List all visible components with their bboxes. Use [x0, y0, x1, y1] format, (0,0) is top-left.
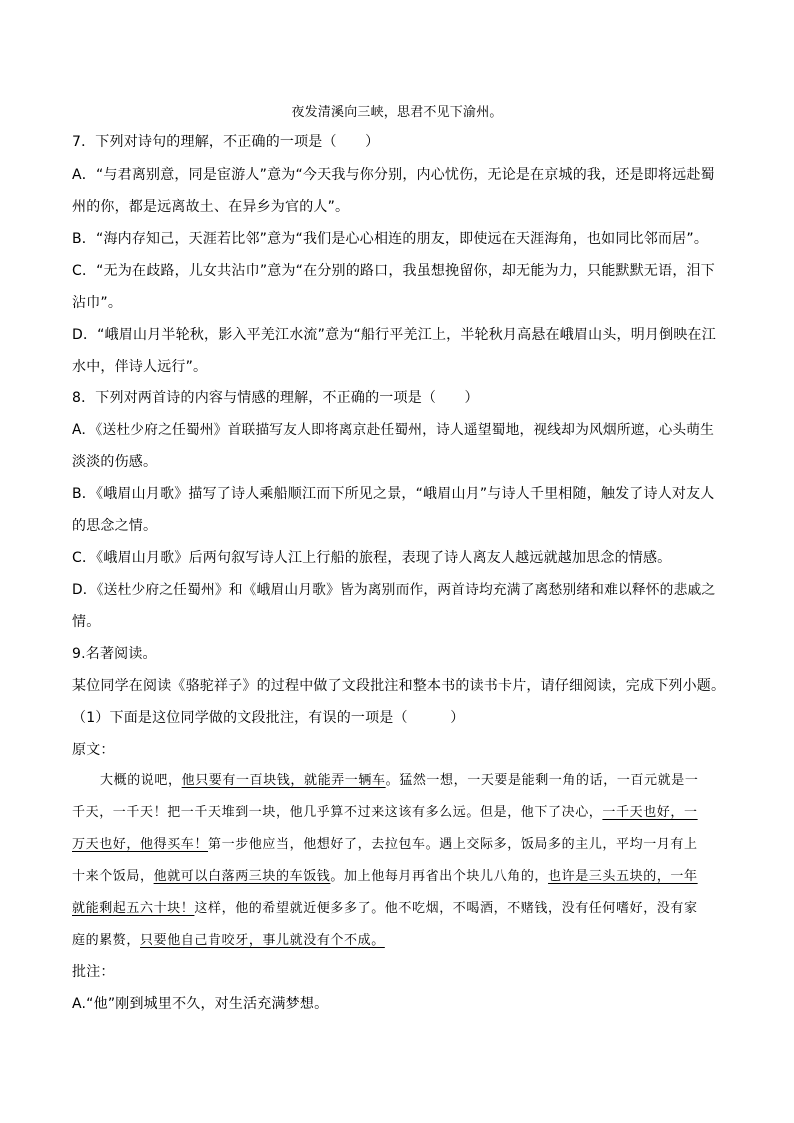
question-7-option-c-cont: 沾巾”。 [72, 295, 123, 311]
passage-underlined: 一千天也好，一 [602, 805, 698, 820]
question-9-title: 9.名著阅读。 [72, 646, 157, 662]
passage-text: 庭的累赘， [72, 933, 141, 948]
question-9-sub1: （1）下面是这位同学做的文段批注，有误的一项是（ ） [72, 710, 465, 726]
passage-line-6 [72, 931, 385, 951]
question-8-option-a-cont: 淡淡的伤感。 [72, 454, 158, 470]
original-text-label: 原文： [72, 742, 115, 758]
passage-line-2 [72, 803, 698, 823]
question-7-option-a-cont: 州的你，都是远离故土、在异乡为官的人”。 [72, 199, 350, 215]
passage-underlined: 他只要有一百块钱，就能弄一辆车 [181, 773, 386, 788]
passage-underlined: 就能剩起五六十块！ [72, 901, 195, 916]
question-8-stem: 8．下列对两首诗的内容与情感的理解，不正确的一项是（ ） [72, 390, 479, 406]
question-7-option-c: C．“无为在歧路，儿女共沾巾”意为“在分别的路口，我虽想挽留你，却无能为力，只能默默无语，泪下 [72, 263, 715, 279]
passage-line-3 [72, 835, 698, 855]
question-8-option-b: B．《峨眉山月歌》描写了诗人乘船顺江而下所见之景，“峨眉山月”与诗人千里相随，触发了诗人对友人 [72, 486, 715, 502]
poem-last-line: 夜发清溪向三峡，思君不见下渝州。 [291, 105, 503, 120]
passage-text: 这样，他的希望就近便多多了。他不吃烟，不喝酒，不赌钱，没有任何嗜好，没有家 [194, 901, 698, 916]
question-8-option-a: A．《送杜少府之任蜀州》首联描写友人即将离京赴任蜀州，诗人遥望蜀地，视线却为风烟所遮，心头萌生 [72, 422, 715, 438]
question-8-option-c: C．《峨眉山月歌》后两句叙写诗人江上行船的旅程，表现了诗人离友人越远就越加思念的情感。 [72, 550, 672, 566]
passage-text: 十来个饭局， [72, 869, 154, 884]
passage-line-5 [72, 899, 698, 919]
passage-text: 。猛然一想，一天要是能剩一角的话，一百元就是一 [385, 773, 699, 788]
annotation-label: 批注： [72, 964, 115, 980]
passage-text: 第一步他应当，他想好了，去拉包车。遇上交际多，饭局多的主儿，平均一月有上 [208, 837, 698, 852]
passage-line-4 [72, 867, 698, 887]
passage-text: 。加上他每月再省出个块儿八角的， [330, 869, 549, 884]
question-8-option-d: D．《送杜少府之任蜀州》和《峨眉山月歌》皆为离别而作，两首诗均充满了离愁别绪和难以释怀的悲戚之 [72, 582, 716, 598]
passage-underlined: 也许是三头五块的，一年 [548, 869, 698, 884]
passage-text: 大概的说吧， [100, 773, 182, 788]
passage-underlined: 万天也好，他得买车！ [72, 837, 209, 852]
question-9-intro: 某位同学在阅读《骆驼祥子》的过程中做了文段批注和整本书的读书卡片，请仔细阅读，完成下列小题。 [72, 678, 726, 694]
passage-underlined: 只要他自己肯咬牙，事儿就没有个不成。 [140, 933, 385, 948]
question-8-option-d-cont: 情。 [72, 614, 101, 630]
passage-text: 千天，一千天！把一千天堆到一块，他几乎算不过来这该有多么远。但是，他下了决心， [72, 805, 603, 820]
annotation-option-a: A.“他”刚到城里不久，对生活充满梦想。 [72, 996, 329, 1012]
question-7-option-b: B．“海内存知己，天涯若比邻”意为“我们是心心相连的朋友，即使远在天涯海角，也如同比邻而居”。 [72, 231, 709, 247]
question-8-option-b-cont: 的思念之情。 [72, 518, 158, 534]
question-7-option-a: A．“与君离别意，同是宦游人”意为“今天我与你分别，内心忧伤，无论是在京城的我，还是即将远赴蜀 [72, 167, 715, 183]
passage-line-1 [100, 771, 698, 791]
question-7-option-d-cont: 水中，伴诗人远行”。 [72, 359, 208, 375]
question-7-option-d: D．“峨眉山月半轮秋，影入平羌江水流”意为“船行平羌江上，半轮秋月高悬在峨眉山头，明月倒映在江 [72, 327, 716, 343]
question-7-stem: 7．下列对诗句的理解，不正确的一项是（ ） [72, 134, 380, 150]
passage-underlined: 他就可以白落两三块的车饭钱 [153, 869, 331, 884]
